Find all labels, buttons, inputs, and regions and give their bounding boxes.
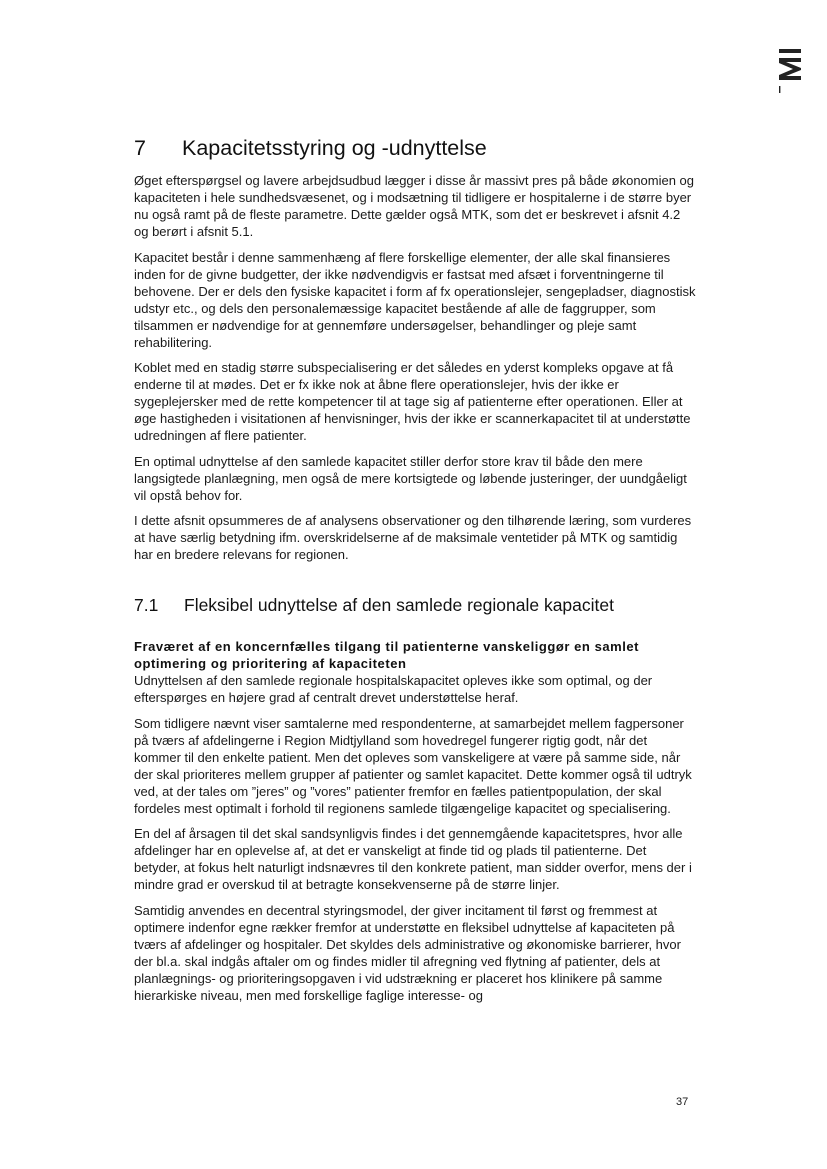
page-number: 37 (676, 1096, 689, 1108)
paragraph: En del af årsagen til det skal sandsynligvis findes i det gennemgående kapacitetspres, hvor alle afdelinger har en oplevelse af, at det er vanskeligt at finde tid og plads til patienterne. Det betyder, at fokus helt naturligt indsnævres til den konkrete patient, man sidder overfor, mens der i mindre grad er overskud til at betragte konsekvenserne på de større linjer. (134, 826, 692, 892)
paragraph: Kapacitet består i denne sammenhæng af flere forskellige elementer, der alle skal finansieres inden for de givne budgetter, der ikke nødvendigvis er fastsat med afsæt i forventningerne til behovene. Der er dels den fysiske kapacitet i form af fx operationslejer, sengepladser, diagnostisk udstyr etc., og dels den personalemæssige kapacitet bestående af alle de faggrupper, som tilsammen er nødvendige for at gennemføre undersøgelser, behandlinger og pleje samt rehabilitering. (134, 249, 696, 350)
paragraph: I dette afsnit opsummeres de af analysens observationer og den tilhørende læring, som vurderes at have særlig betydning ifm. overskridelserne af de maksimale ventetider på MTK og samtidig har en bredere relevans for regionen. (134, 513, 692, 562)
subsection-title: Fleksibel udnyttelse af den samlede regionale kapacitet (184, 595, 614, 615)
subsection-heading (134, 593, 696, 617)
page-content (134, 134, 696, 1012)
paragraph: Udnyttelsen af den samlede regionale hospitalskapacitet opleves ikke som optimal, og der efterspørges en højere grad af centralt drevet understøttelse heraf. (134, 673, 653, 705)
paragraph: Samtidig anvendes en decentral styringsmodel, der giver incitament til først og fremmest at optimere indenfor egne rækker fremfor at understøtte en fleksibel udnyttelse af kapaciteten på tværs af afdelinger og hospitaler. Det skyldes dels administrative og økonomiske barrierer, hvor der bl.a. skal indgås aftaler om og findes midler til afregning ved flytning af patienter, dels at planlægnings- og prioriteringsopgaven i vid udstrækning er placeret hos klinikere på samme hierarkiske niveau, men med forskellige faglige interesse- og (134, 902, 681, 1003)
paragraph: Som tidligere nævnt viser samtalerne med respondenterne, at samarbejdet mellem fagpersoner på tværs af afdelingerne i Region Midtjylland som hovedregel fungerer rigtig godt, når det kommer til den enkelte patient. Men det opleves som vanskeligere at være på samme side, når der skal prioriteres mellem grupper af patienter og samlet kapacitet. Dette kommer også til udtryk ved, at der tales om ”jeres” og ”vores” patienter fremfor en fælles patientpopulation, der skal fordeles mest optimalt i forhold til regionens samlede tilgængelige kapacitet og specialisering. (134, 715, 692, 816)
paragraph: Øget efterspørgsel og lavere arbejdsudbud lægger i disse år massivt pres på både økonomien og kapaciteten i hele sundhedsvæsenet, og i modsætning til tidligere er hospitalerne i de større byer nu også ramt på de fleste parametre. Dette gælder også MTK, som det er beskrevet i afsnit 4.2 og berørt i afsnit 5.1. (134, 173, 695, 239)
section-title: Kapacitetsstyring og -udnyttelse (182, 136, 487, 160)
paragraph: Koblet med en stadig større subspecialisering er det således en yderst kompleks opgave at få enderne til at mødes. Det er fx ikke nok at åbne flere operationslejer, hvis der ikke er sygeplejersker med de rette kompetencer til at tage sig af patienterne efter operationen. Eller at øge hastigheden i visitationen af henvisninger, hvis der ikke er scannerkapacitet til at understøtte udredningen af flere patienter. (134, 360, 691, 443)
bold-subheading: Fraværet af en koncernfælles tilgang til patienterne vanskeliggør en samlet optimering og prioritering af kapaciteten (134, 639, 640, 671)
section-number: 7 (134, 136, 146, 160)
section-heading (134, 134, 696, 162)
paragraph: En optimal udnyttelse af den samlede kapacitet stiller derfor store krav til både den mere langsigtede planlægning, men også de mere kortsigtede og løbende justeringer, der uundgåeligt vil opstå behov for. (134, 453, 687, 503)
subsection-number: 7.1 (134, 595, 159, 615)
im-logo-icon (776, 46, 806, 96)
